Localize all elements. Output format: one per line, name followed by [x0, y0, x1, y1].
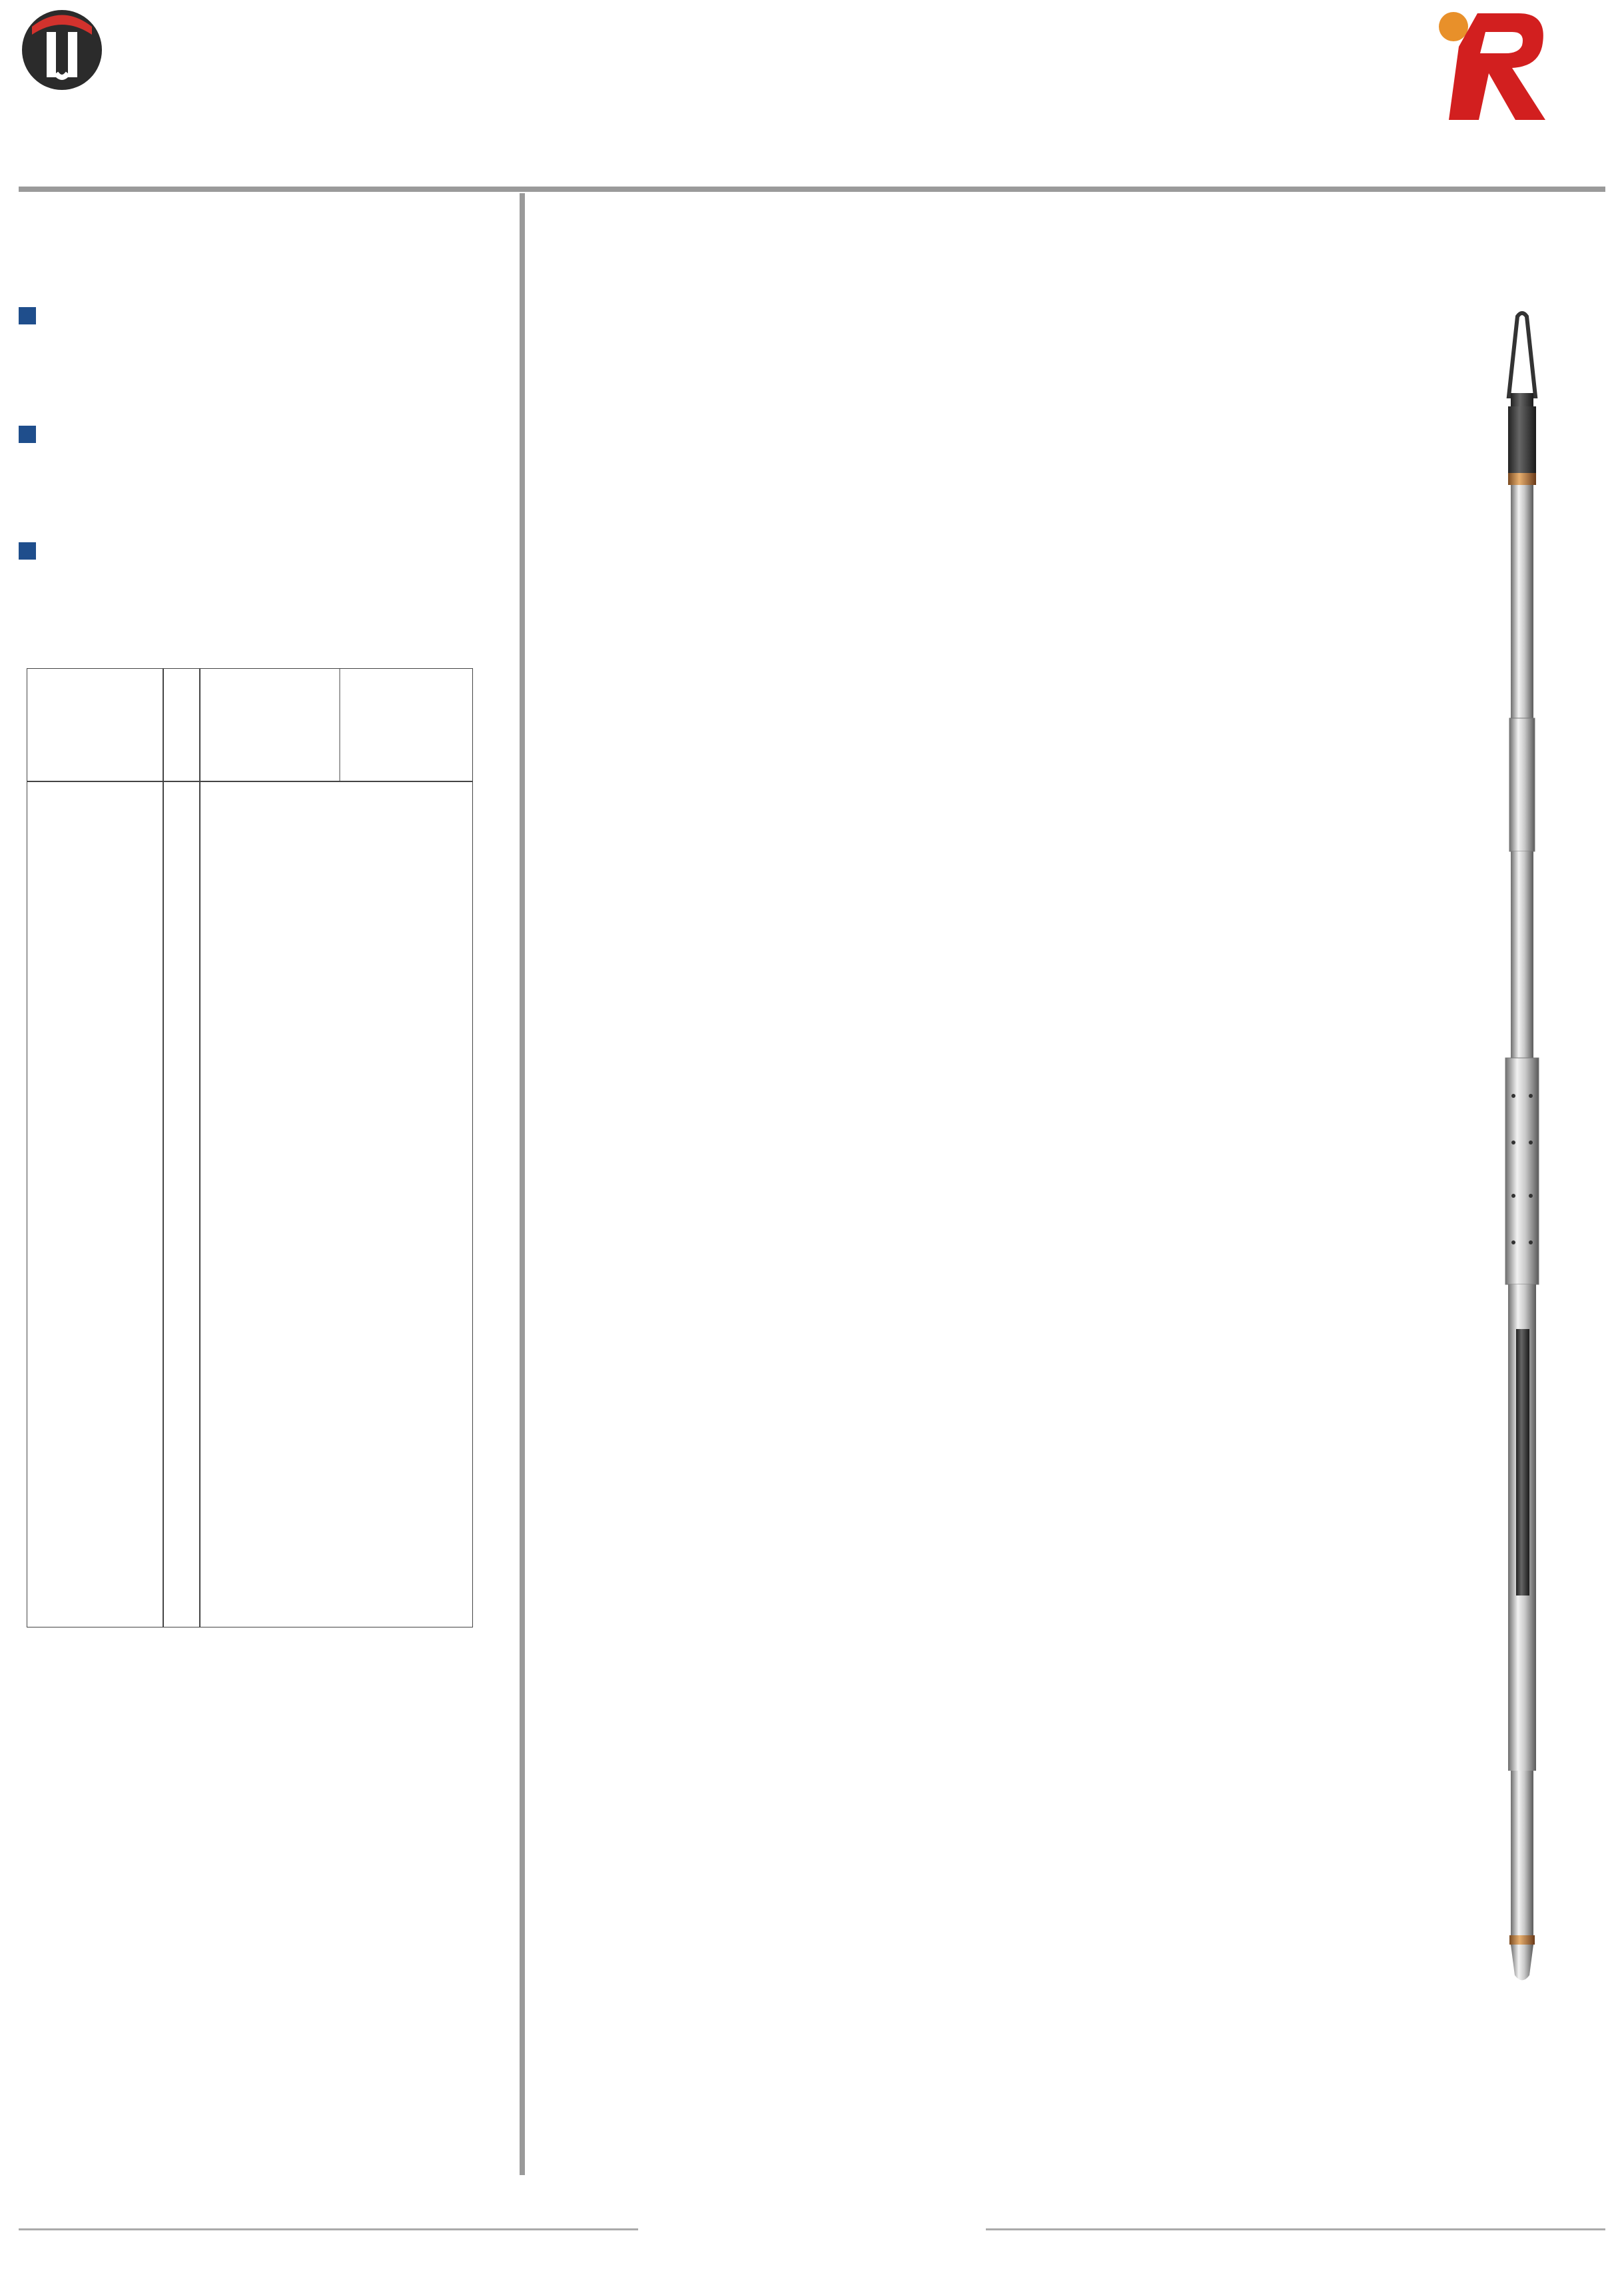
- bullet-square-icon: [19, 307, 36, 324]
- company-logo-icon: [19, 7, 105, 93]
- footer-line-right: [986, 2228, 1605, 2230]
- well-log-chart: [27, 668, 473, 1627]
- bullet-square-icon: [19, 426, 36, 443]
- header-divider: [19, 187, 1605, 192]
- column-divider: [520, 193, 525, 2175]
- logging-tool-image: [1479, 310, 1565, 1989]
- bullet-square-icon: [19, 542, 36, 560]
- footer-line-left: [19, 2228, 638, 2230]
- geo-vista-logo-icon: [1412, 0, 1559, 123]
